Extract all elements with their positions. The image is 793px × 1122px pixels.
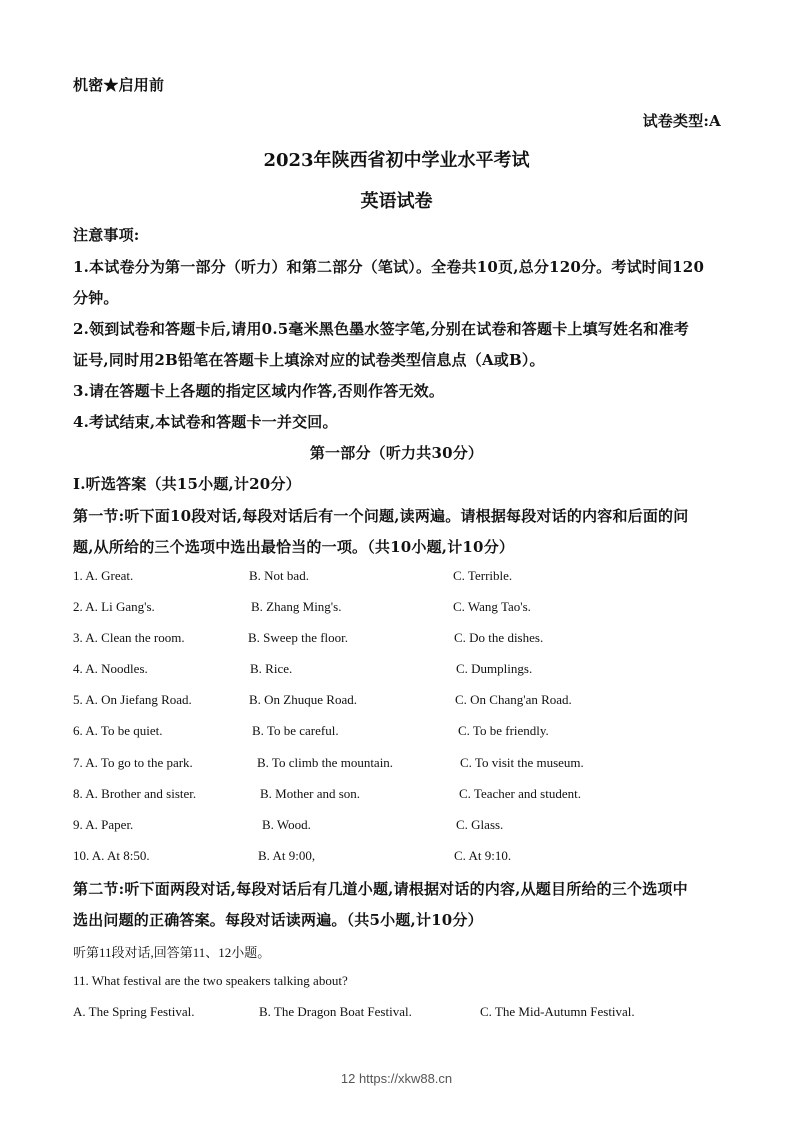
question-row [73,755,733,771]
question-row [73,786,733,802]
question-row [73,599,733,615]
exam-title: 2023年陕西省初中学业水平考试 [263,150,530,171]
subsection-2-instructions-line2: 选出问题的正确答案。每段对话读两遍。（共5小题,计10分） [73,911,483,929]
part1-heading: 第一部分（听力共30分） [309,444,484,462]
section-i-heading: I.听选答案（共15小题,计20分） [73,475,301,493]
question-row [73,723,733,739]
option-c: C. To be friendly. [458,723,549,738]
option-a: 7. A. To go to the park. [73,755,193,770]
option-b: B. At 9:00, [258,848,316,863]
question-row [73,692,733,708]
option-a: A. The Spring Festival. [73,1004,195,1019]
note-item-1-line2: 分钟。 [73,289,119,307]
option-b: B. Zhang Ming's. [251,599,342,614]
footer-url[interactable]: https://xkw88.cn [358,1071,453,1086]
option-a: 6. A. To be quiet. [73,723,163,738]
option-b: B. To be careful. [252,723,339,738]
option-b: B. Wood. [262,817,311,832]
option-b: B. The Dragon Boat Festival. [259,1004,412,1019]
question-row [73,630,733,646]
page-number: 12 [340,1071,356,1086]
note-item-3: 3.请在答题卡上各题的指定区域内作答,否则作答无效。 [73,382,445,400]
option-a: 9. A. Paper. [73,817,134,832]
option-b: B. Mother and son. [260,786,361,801]
note-item-2-line1: 2.领到试卷和答题卡后,请用0.5毫米黑色墨水签字笔,分别在试卷和答题卡上填写姓名和准考 [73,320,690,338]
question-11-options [73,1004,733,1020]
option-a: 2. A. Li Gang's. [73,599,155,614]
question-11: 11. What festival are the two speakers talking about? [73,973,348,988]
option-c: C. Wang Tao's. [453,599,531,614]
option-c: C. Teacher and student. [459,786,581,801]
question-row [73,817,733,833]
page-footer [0,1071,793,1086]
option-c: C. To visit the museum. [460,755,584,770]
subsection-1-instructions-line2: 题,从所给的三个选项中选出最恰当的一项。（共10小题,计10分） [73,538,515,556]
question-row [73,568,733,584]
option-c: C. Do the dishes. [454,630,544,645]
exam-subtitle: 英语试卷 [360,191,433,212]
option-a: 3. A. Clean the room. [73,630,185,645]
option-c: C. The Mid-Autumn Festival. [480,1004,635,1019]
option-c: C. Terrible. [453,568,513,583]
subsection-2-instructions-line1: 第二节:听下面两段对话,每段对话后有几道小题,请根据对话的内容,从题目所给的三个选项中 [73,880,688,898]
note-item-2-line2: 证号,同时用2B铅笔在答题卡上填涂对应的试卷类型信息点（A或B）。 [73,351,545,369]
option-b: B. To climb the mountain. [257,755,394,770]
option-c: C. Dumplings. [456,661,533,676]
option-a: 10. A. At 8:50. [73,848,150,863]
subsection-1-instructions-line1: 第一节:听下面10段对话,每段对话后有一个问题,读两遍。请根据每段对话的内容和后面的问 [73,507,689,525]
notes-heading: 注意事项: [73,226,140,244]
question-row [73,661,733,677]
option-b: B. Not bad. [249,568,309,583]
note-item-4: 4.考试结束,本试卷和答题卡一并交回。 [73,413,338,431]
option-b: B. On Zhuque Road. [249,692,357,707]
note-item-1-line1: 1.本试卷分为第一部分（听力）和第二部分（笔试）。全卷共10页,总分120分。考试时间120 [73,258,705,276]
confidential-label: 机密★启用前 [73,76,165,94]
option-a: 5. A. On Jiefang Road. [73,692,192,707]
exam-type-label: 试卷类型:A [642,112,721,130]
dialog-11-intro: 听第11段对话,回答第11、12小题。 [73,945,271,960]
option-b: B. Sweep the floor. [248,630,349,645]
option-a: 1. A. Great. [73,568,134,583]
option-a: 4. A. Noodles. [73,661,148,676]
option-b: B. Rice. [250,661,293,676]
question-row [73,848,733,864]
option-c: C. At 9:10. [454,848,512,863]
option-a: 8. A. Brother and sister. [73,786,197,801]
option-c: C. Glass. [456,817,504,832]
option-c: C. On Chang'an Road. [455,692,572,707]
